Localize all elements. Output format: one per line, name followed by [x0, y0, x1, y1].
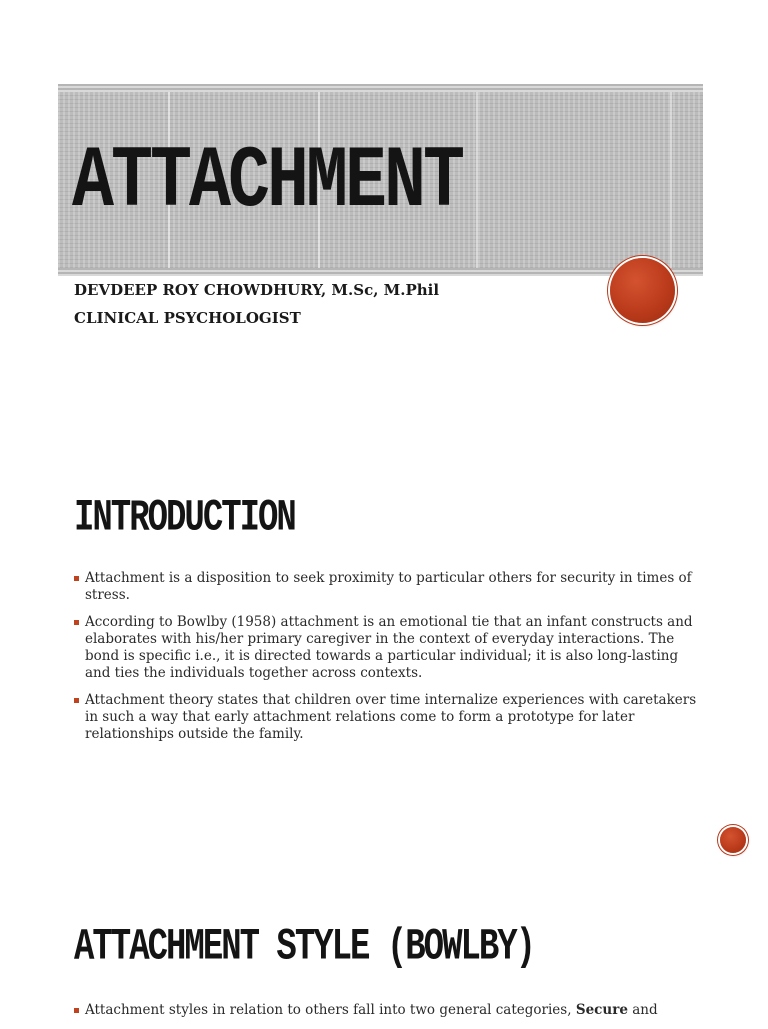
banner-bottom-band [58, 268, 703, 276]
bullet-item: Attachment theory states that children over time internalize experiences with caretakers in such a way that early attachment relations come to form a prototype for later relationships outside the family. [72, 692, 697, 743]
decorative-circle-icon [720, 827, 746, 853]
bullet-list [72, 570, 697, 753]
bullet-text: Attachment styles in relation to others fall into two general categories, [85, 1002, 572, 1018]
title-slide [0, 0, 768, 410]
section-title: INTRODUCTION [74, 494, 295, 544]
bullet-text: and [632, 1002, 658, 1018]
introduction-slide [0, 440, 768, 870]
bullet-item: According to Bowlby (1958) attachment is an emotional tie that an infant constructs and elaborates with his/her primary caregiver in the context of everyday interactions. The bond is specific i.e., it is directed towards a particular individual; it is also long-lasting and ties the individuals together across contexts. [72, 614, 697, 682]
author-role: CLINICAL PSYCHOLOGIST [74, 309, 301, 327]
bullet-item: Attachment is a disposition to seek proximity to particular others for security in times of stress. [72, 570, 697, 604]
banner-divider [670, 92, 672, 268]
decorative-circle-icon [610, 258, 675, 323]
banner-divider [476, 92, 478, 268]
bullet-list [72, 1002, 697, 1029]
title-banner [58, 84, 703, 276]
section-title: ATTACHMENT STYLE (BOWLBY) [74, 923, 535, 973]
bold-term: Secure [575, 1002, 628, 1018]
banner-top-band [58, 84, 703, 92]
slide-title: ATTACHMENT [72, 133, 463, 233]
author-name: DEVDEEP ROY CHOWDHURY, M.Sc, M.Phil [74, 281, 440, 299]
attachment-style-slide [0, 880, 768, 1024]
bullet-item [72, 1002, 697, 1019]
